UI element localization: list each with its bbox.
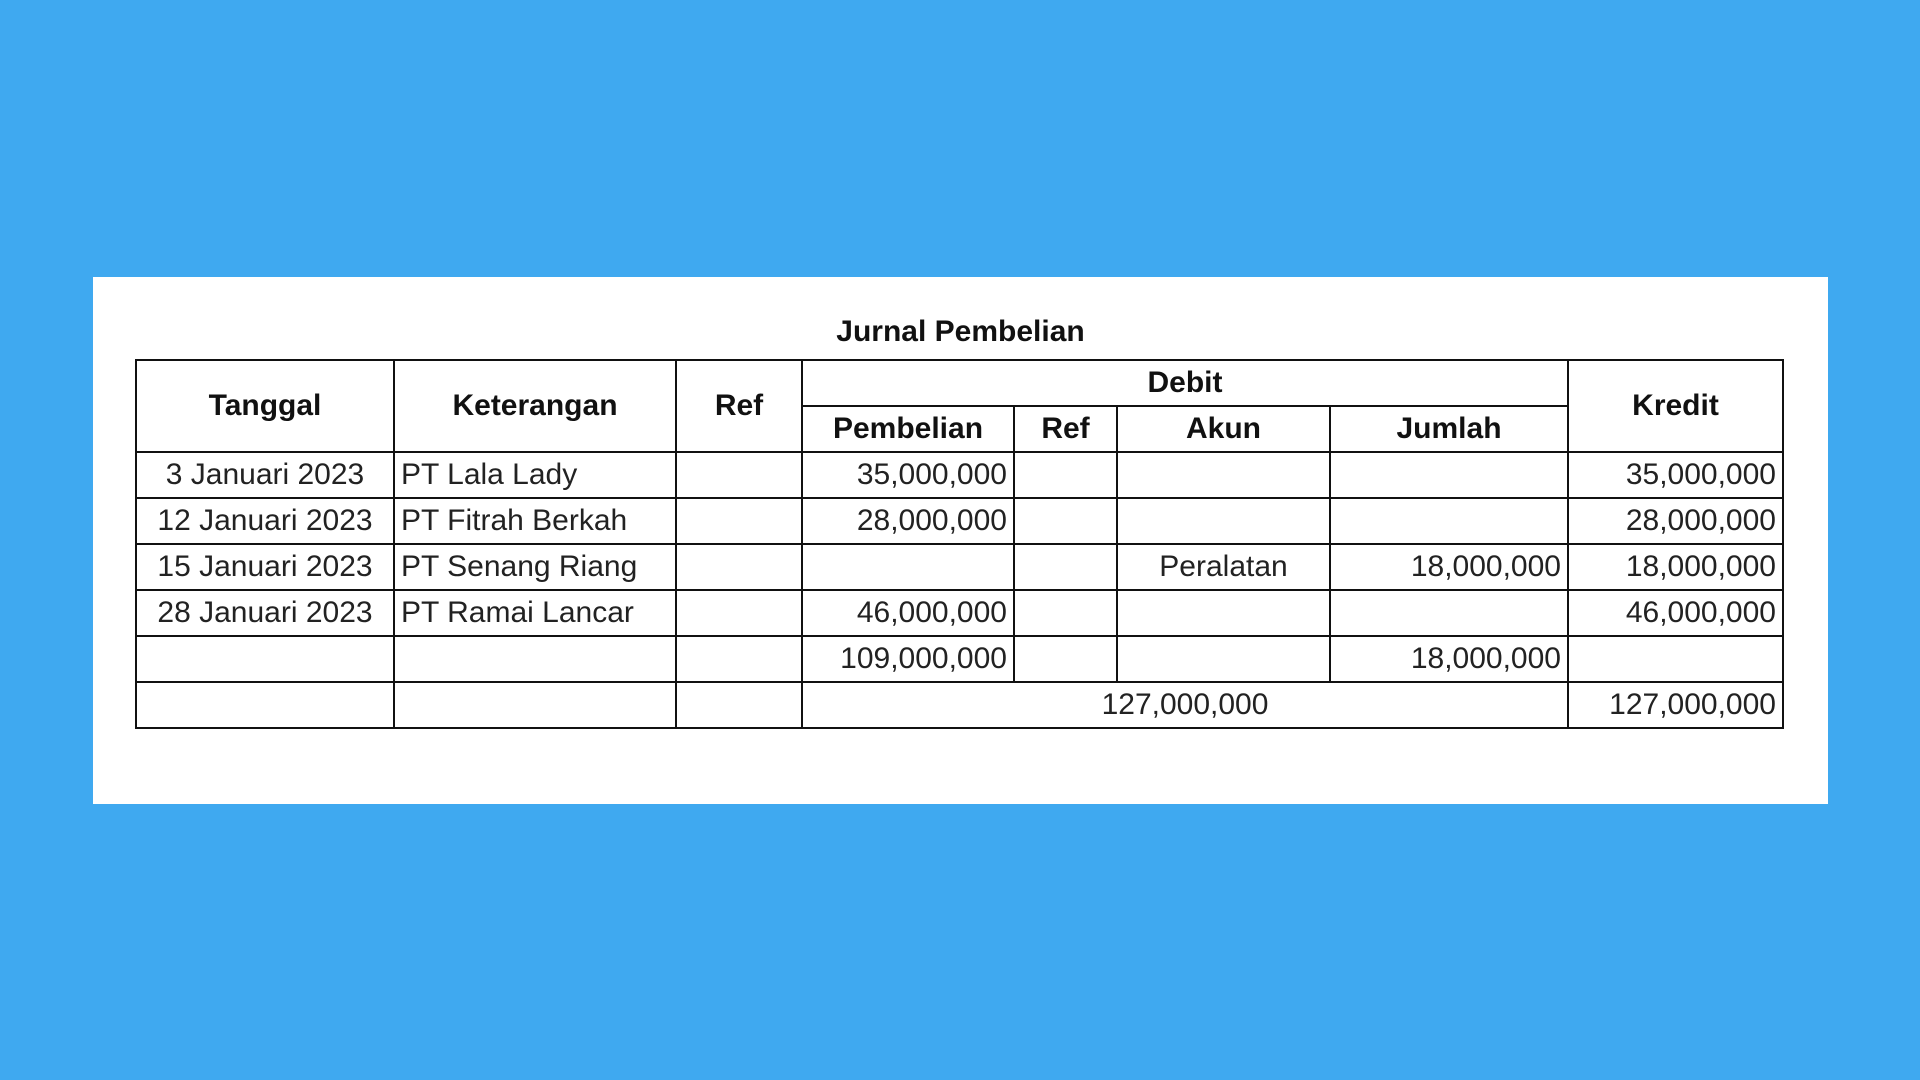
cell-jumlah xyxy=(1330,498,1568,544)
header-keterangan: Keterangan xyxy=(394,360,676,452)
total-debit: 127,000,000 xyxy=(802,682,1568,728)
cell-tanggal: 12 Januari 2023 xyxy=(136,498,394,544)
cell-jumlah xyxy=(1330,590,1568,636)
cell-ref xyxy=(676,544,802,590)
cell-akun xyxy=(1117,590,1330,636)
cell-keterangan: PT Ramai Lancar xyxy=(394,590,676,636)
cell-keterangan: PT Senang Riang xyxy=(394,544,676,590)
cell-jumlah xyxy=(1330,452,1568,498)
subtotal-row xyxy=(136,636,1783,682)
subtotal-pembelian: 109,000,000 xyxy=(802,636,1014,682)
table-row xyxy=(136,452,1783,498)
cell-kredit: 35,000,000 xyxy=(1568,452,1783,498)
cell-debit-ref xyxy=(1014,498,1117,544)
journal-card xyxy=(93,277,1828,804)
cell-debit-ref xyxy=(1014,590,1117,636)
cell-keterangan: PT Lala Lady xyxy=(394,452,676,498)
cell-pembelian: 35,000,000 xyxy=(802,452,1014,498)
cell-keterangan: PT Fitrah Berkah xyxy=(394,498,676,544)
header-ref: Ref xyxy=(676,360,802,452)
cell-pembelian xyxy=(802,544,1014,590)
total-row xyxy=(136,682,1783,728)
cell-empty xyxy=(1568,636,1783,682)
cell-empty xyxy=(394,636,676,682)
cell-ref xyxy=(676,590,802,636)
cell-tanggal: 15 Januari 2023 xyxy=(136,544,394,590)
header-tanggal: Tanggal xyxy=(136,360,394,452)
cell-tanggal: 3 Januari 2023 xyxy=(136,452,394,498)
total-kredit: 127,000,000 xyxy=(1568,682,1783,728)
cell-jumlah: 18,000,000 xyxy=(1330,544,1568,590)
cell-akun: Peralatan xyxy=(1117,544,1330,590)
cell-empty xyxy=(136,636,394,682)
header-pembelian: Pembelian xyxy=(802,406,1014,452)
cell-kredit: 46,000,000 xyxy=(1568,590,1783,636)
header-jumlah: Jumlah xyxy=(1330,406,1568,452)
cell-empty xyxy=(676,682,802,728)
cell-ref xyxy=(676,452,802,498)
table-row xyxy=(136,590,1783,636)
header-debit-ref: Ref xyxy=(1014,406,1117,452)
cell-pembelian: 46,000,000 xyxy=(802,590,1014,636)
cell-kredit: 18,000,000 xyxy=(1568,544,1783,590)
cell-ref xyxy=(676,498,802,544)
cell-pembelian: 28,000,000 xyxy=(802,498,1014,544)
cell-tanggal: 28 Januari 2023 xyxy=(136,590,394,636)
table-row xyxy=(136,544,1783,590)
header-row xyxy=(136,360,1783,406)
subtotal-jumlah: 18,000,000 xyxy=(1330,636,1568,682)
cell-empty xyxy=(1014,636,1117,682)
cell-empty xyxy=(394,682,676,728)
header-akun: Akun xyxy=(1117,406,1330,452)
cell-debit-ref xyxy=(1014,544,1117,590)
cell-debit-ref xyxy=(1014,452,1117,498)
header-debit: Debit xyxy=(802,360,1568,406)
cell-empty xyxy=(136,682,394,728)
cell-akun xyxy=(1117,452,1330,498)
header-kredit: Kredit xyxy=(1568,360,1783,452)
purchase-journal-table xyxy=(135,359,1784,729)
cell-akun xyxy=(1117,498,1330,544)
cell-kredit: 28,000,000 xyxy=(1568,498,1783,544)
cell-empty xyxy=(1117,636,1330,682)
cell-empty xyxy=(676,636,802,682)
table-row xyxy=(136,498,1783,544)
page-title: Jurnal Pembelian xyxy=(836,315,1085,348)
